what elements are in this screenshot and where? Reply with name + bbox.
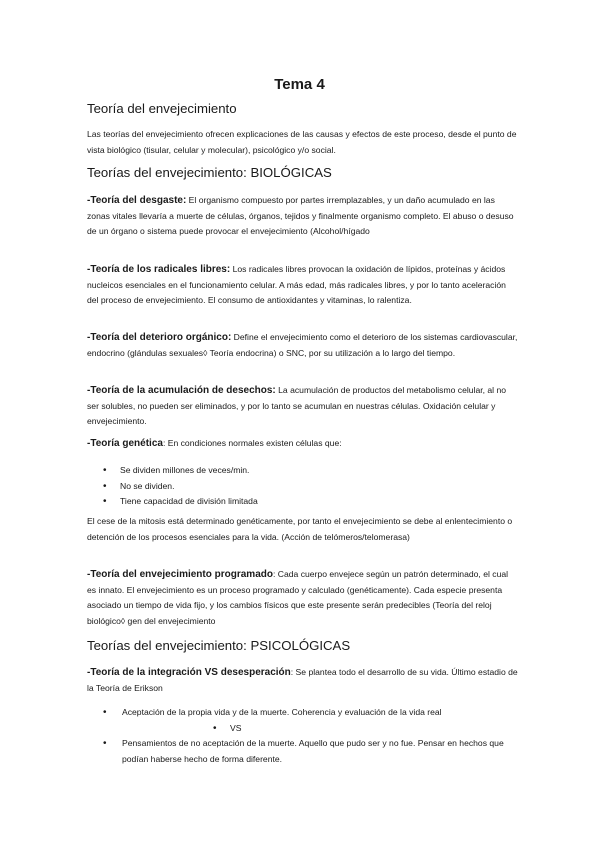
paragraph-radicales xyxy=(87,262,519,309)
paragraph-integracion xyxy=(87,665,519,696)
paragraph-desgaste xyxy=(87,193,519,240)
label-desgaste: -Teoría del desgaste: xyxy=(87,195,187,206)
list-item-vs: • VS xyxy=(87,721,519,737)
section-heading-biologicas: Teorías del envejecimiento: BIOLÓGICAS xyxy=(87,165,332,180)
paragraph-deterioro xyxy=(87,330,519,361)
text-desgaste: El organismo compuesto por partes irremplazables, y un daño acumulado en las zonas vitales llevaría a muerte de células, órganos, tejidos y finalmente organismo completo. El abuso o desuso de un órgano o sistema puede provocar el envejecimiento (Alcohol/hígado xyxy=(87,195,514,237)
intro-paragraph: Las teorías del envejecimiento ofrecen explicaciones de las causas y efectos de este proceso, desde el punto de vista biológico (tisular, celular y molecular), psicológico y/o social. xyxy=(87,129,517,155)
paragraph-programado xyxy=(87,567,519,629)
text-integracion: : Se plantea todo el desarrollo de su vida. Último estadio de la Teoría de Erikson xyxy=(87,667,518,693)
text-genetica: : En condiciones normales existen células que: xyxy=(162,438,342,448)
label-acumulacion: -Teoría de la acumulación de desechos: xyxy=(87,385,276,396)
list-item: • Pensamientos de no aceptación de la muerte. Aquello que pudo ser y no fue. Pensar en hechos que podían haberse hecho de forma diferente. xyxy=(87,736,519,767)
section-heading-envejecimiento: Teoría del envejecimiento xyxy=(87,101,237,116)
list-item: • Tiene capacidad de división limitada xyxy=(87,494,519,510)
paragraph-acumulacion xyxy=(87,383,519,430)
psicologicas-bullet-list xyxy=(87,705,519,767)
paragraph-genetica xyxy=(87,436,519,452)
text-deterioro: Define el envejecimiento como el deterioro de los sistemas cardiovascular, endocrino (glándulas sexuales◊ Teoría endocrina) o SNC, por su utilización a lo largo del tiempo. xyxy=(87,332,518,358)
text-radicales: Los radicales libres provocan la oxidación de lípidos, proteínas y ácidos nucleicos esenciales en el funcionamiento celular. A más edad, más radicales libres, y por lo tanto aceleración del proceso de envejecimiento. El consumo de antioxidantes y vitaminas, lo ralentiza. xyxy=(87,264,506,306)
section-heading-psicologicas: Teorías del envejecimiento: PSICOLÓGICAS xyxy=(87,638,351,653)
label-genetica: -Teoría genética xyxy=(87,438,163,449)
list-item: • Aceptación de la propia vida y de la muerte. Coherencia y evaluación de la vida real xyxy=(87,705,519,721)
label-integracion: -Teoría de la integración VS desesperación xyxy=(87,667,291,678)
paragraph-mitosis: El cese de la mitosis está determinado genéticamente, por tanto el envejecimiento se debe al enlentecimiento o detención de los procesos esenciales para la vida. (Acción de telómeros/telomerasa) xyxy=(87,516,513,542)
page-title: Tema 4 xyxy=(274,76,325,93)
label-radicales: -Teoría de los radicales libres: xyxy=(87,264,231,275)
list-item: • No se dividen. xyxy=(87,479,519,495)
text-programado: : Cada cuerpo envejece según un patrón determinado, el cual es innato. El envejecimiento es un proceso programado y calculado (genéticamente). Cada especie presenta asociado un tiempo de vida fijo, y los cambios físicos que este presente serán predecibles (Teoría del reloj biológico◊ gen del envejecimiento xyxy=(87,569,509,626)
list-item: • Se dividen millones de veces/min. xyxy=(87,463,519,479)
label-programado: -Teoría del envejecimiento programado xyxy=(87,569,273,580)
genetica-bullet-list xyxy=(87,463,519,510)
label-deterioro: -Teoría del deterioro orgánico: xyxy=(87,332,232,343)
text-acumulacion: La acumulación de productos del metabolismo celular, al no ser solubles, no pueden ser eliminados, y por lo tanto se acumulan en nuestras células. Oxidación celular y envejecimiento. xyxy=(87,385,507,427)
